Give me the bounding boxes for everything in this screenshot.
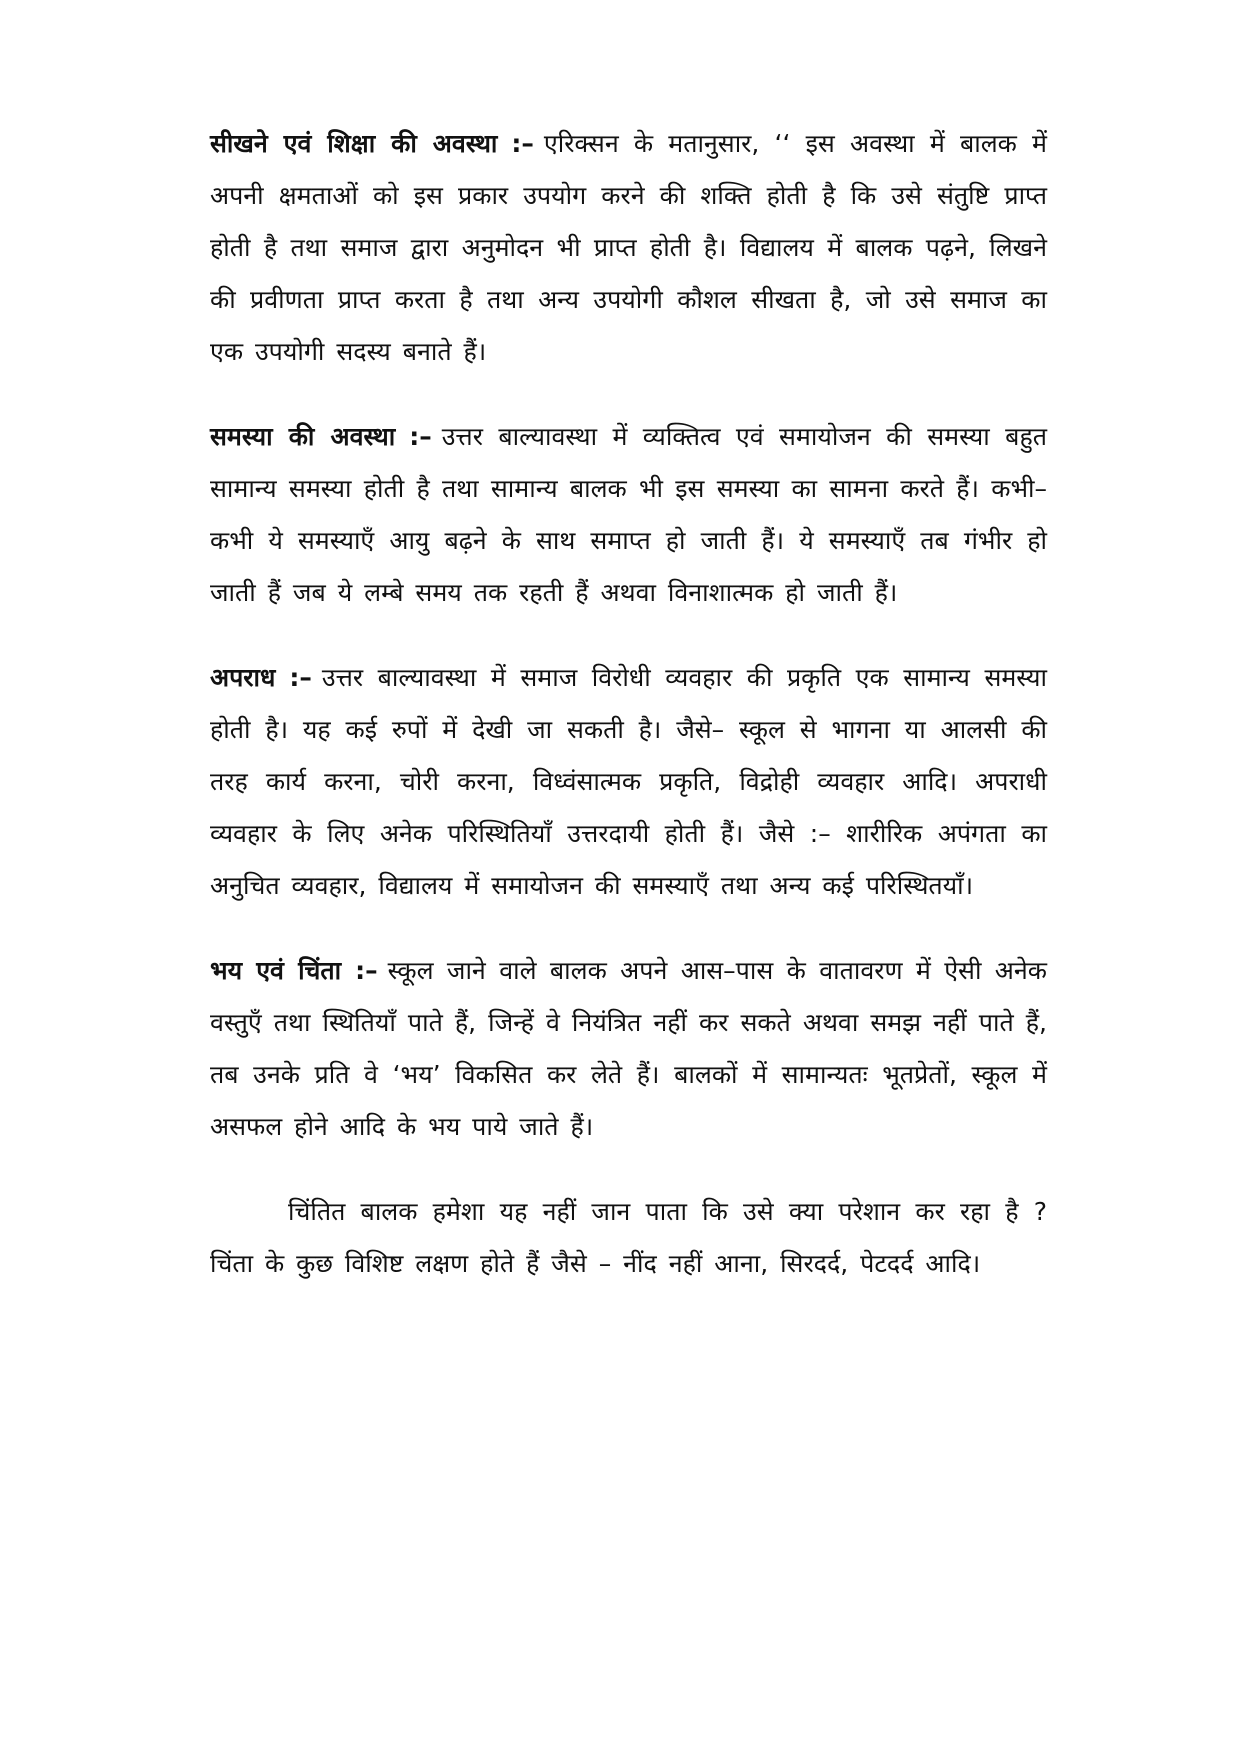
heading-separator: :– [511, 129, 534, 158]
section-problem-stage [210, 411, 1047, 619]
section-heading: अपराध [210, 663, 276, 692]
section-heading: सीखने एवं शिक्षा की अवस्था [210, 129, 498, 158]
section-heading: समस्या की अवस्था [210, 422, 396, 451]
section-body: स्कूल जाने वाले बालक अपने आस–पास के वातावरण में ऐसी अनेक वस्तुएँ तथा स्थितियाँ पाते हैं, जिन्हें वे नियंत्रित नहीं कर सकते अथवा समझ नहीं पाते हैं, तब उनके प्रति वे ‘भय’ विकसित कर लेते हैं। बालकों में सामान्यतः भूतप्रेतों, स्कूल में असफल होने आदि के भय पाये जाते हैं। [210, 956, 1047, 1141]
heading-separator: :– [355, 956, 378, 985]
section-body: उत्तर बाल्यावस्था में व्यक्तित्व एवं समायोजन की समस्या बहुत सामान्य समस्या होती है तथा सामान्य बालक भी इस समस्या का सामना करते हैं। कभी–कभी ये समस्याएँ आयु बढ़ने के साथ समाप्त हो जाती हैं। ये समस्याएँ तब गंभीर हो जाती हैं जब ये लम्बे समय तक रहती हैं अथवा विनाशात्मक हो जाती हैं। [210, 422, 1047, 607]
document-page [210, 118, 1047, 1323]
heading-separator: :– [409, 422, 432, 451]
section-body: उत्तर बाल्यावस्था में समाज विरोधी व्यवहार की प्रकृति एक सामान्य समस्या होती है। यह कई रुपों में देखी जा सकती है। जैसे– स्कूल से भागना या आलसी की तरह कार्य करना, चोरी करना, विध्वंसात्मक प्रकृति, विद्रोही व्यवहार आदि। अपराधी व्यवहार के लिए अनेक परिस्थितियाँ उत्तरदायी होती हैं। जैसे :– शारीरिक अपंगता का अनुचित व्यवहार, विद्यालय में समायोजन की समस्याएँ तथा अन्य कई परिस्थितयाँ। [210, 663, 1047, 900]
section-learning-stage [210, 118, 1047, 378]
section-body: एरिक्सन के मतानुसार, ‘‘ इस अवस्था में बालक में अपनी क्षमताओं को इस प्रकार उपयोग करने की शक्ति होती है कि उसे संतुष्टि प्राप्त होती है तथा समाज द्वारा अनुमोदन भी प्राप्त होती है। विद्यालय में बालक पढ़ने, लिखने की प्रवीणता प्राप्त करता है तथा अन्य उपयोगी कौशल सीखता है, जो उसे समाज का एक उपयोगी सदस्य बनाते हैं। [210, 129, 1047, 366]
heading-separator: :– [289, 663, 312, 692]
section-fear-anxiety [210, 945, 1047, 1153]
section-delinquency [210, 652, 1047, 912]
section-heading: भय एवं चिंता [210, 956, 342, 985]
closing-paragraph: चिंतित बालक हमेशा यह नहीं जान पाता कि उसे क्या परेशान कर रहा है ? चिंता के कुछ विशिष्ट लक्षण होते हैं जैसे – नींद नहीं आना, सिरदर्द, पेटदर्द आदि। [210, 1197, 1047, 1278]
